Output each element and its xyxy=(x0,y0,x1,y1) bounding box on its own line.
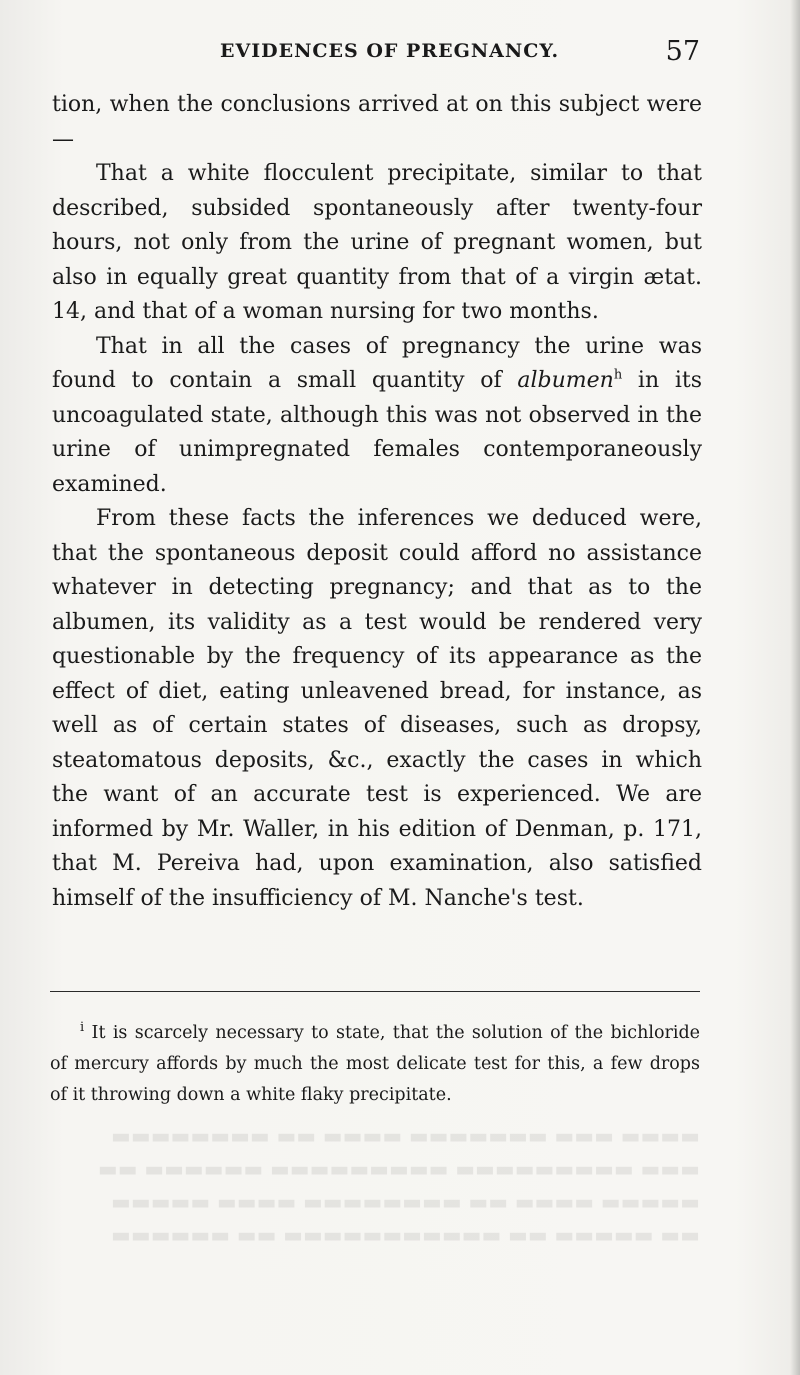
paragraph-albumen-end: in its uncoagulated state, although this was not observed in the urine of unimpregnated females contemporaneously examined. xyxy=(52,368,702,497)
running-head: EVIDENCES OF PREGNANCY. xyxy=(220,40,560,62)
footnote-paragraph xyxy=(50,1018,700,1111)
footnote xyxy=(50,1018,700,1111)
paragraph-albumen-start: That in all the cases of pregnancy the urine was found to contain a small quantity of xyxy=(52,333,702,393)
show-through-text: ▬▬▬▬ ▬▬▬ ▬▬▬▬▬▬▬ ▬▬▬▬ ▬▬ ▬▬▬▬▬▬▬▬ ▬▬▬ ▬▬▬▬▬▬▬▬▬ ▬▬▬▬▬▬▬▬▬ ▬▬▬▬▬▬ ▬▬ ▬▬▬▬▬ ▬▬▬▬ ▬▬ ▬▬▬▬▬▬▬▬ ▬▬▬▬ ▬▬▬▬▬ ▬▬ ▬▬▬▬▬ ▬▬ ▬▬▬▬▬▬▬▬▬▬▬ ▬▬ ▬▬▬▬▬▬ xyxy=(97,1124,700,1247)
page-header xyxy=(50,36,700,76)
footnote-reference-h: h xyxy=(613,367,623,383)
paragraph-albumen xyxy=(52,330,702,503)
footnote-text: It is scarcely necessary to state, that the solution of the bichloride of mercury affords by much the most delicate test for this, a few drops of it throwing down a white flaky precipitate. xyxy=(50,1023,700,1105)
albumen-term: albumen xyxy=(517,368,614,393)
page-number: 57 xyxy=(665,36,700,67)
paragraph-continuation: tion, when the conclusions arrived at on this subject were— xyxy=(52,92,702,152)
paragraph-inferences: From these facts the inferences we deduced were, that the spontaneous deposit could afford no assistance whatever in detecting pregnancy; and that as to the albumen, its validity as a test would be rendered very questionable by the frequency of its appearance as the effect of diet, eating unleavened bread, for instance, as well as of certain states of diseases, such as dropsy, steatomatous deposits, &c., exactly the cases in which the want of an accurate test is experienced. We are informed by Mr. Waller, in his edition of Denman, p. 171, that M. Pereiva had, upon examination, also satisfied himself of the insufficiency of M. Nanche's test. xyxy=(52,506,702,911)
paragraph-precipitate: That a white flocculent precipitate, similar to that described, subsided spontaneously after twenty-four hours, not only from the urine of pregnant women, but also in equally great quantity from that of a virgin ætat. 14, and that of a woman nursing for two months. xyxy=(52,161,702,324)
main-text xyxy=(52,88,702,916)
footnote-marker: i xyxy=(80,1020,85,1036)
footnote-divider xyxy=(50,991,700,992)
page-edge-shadow xyxy=(790,0,800,1375)
